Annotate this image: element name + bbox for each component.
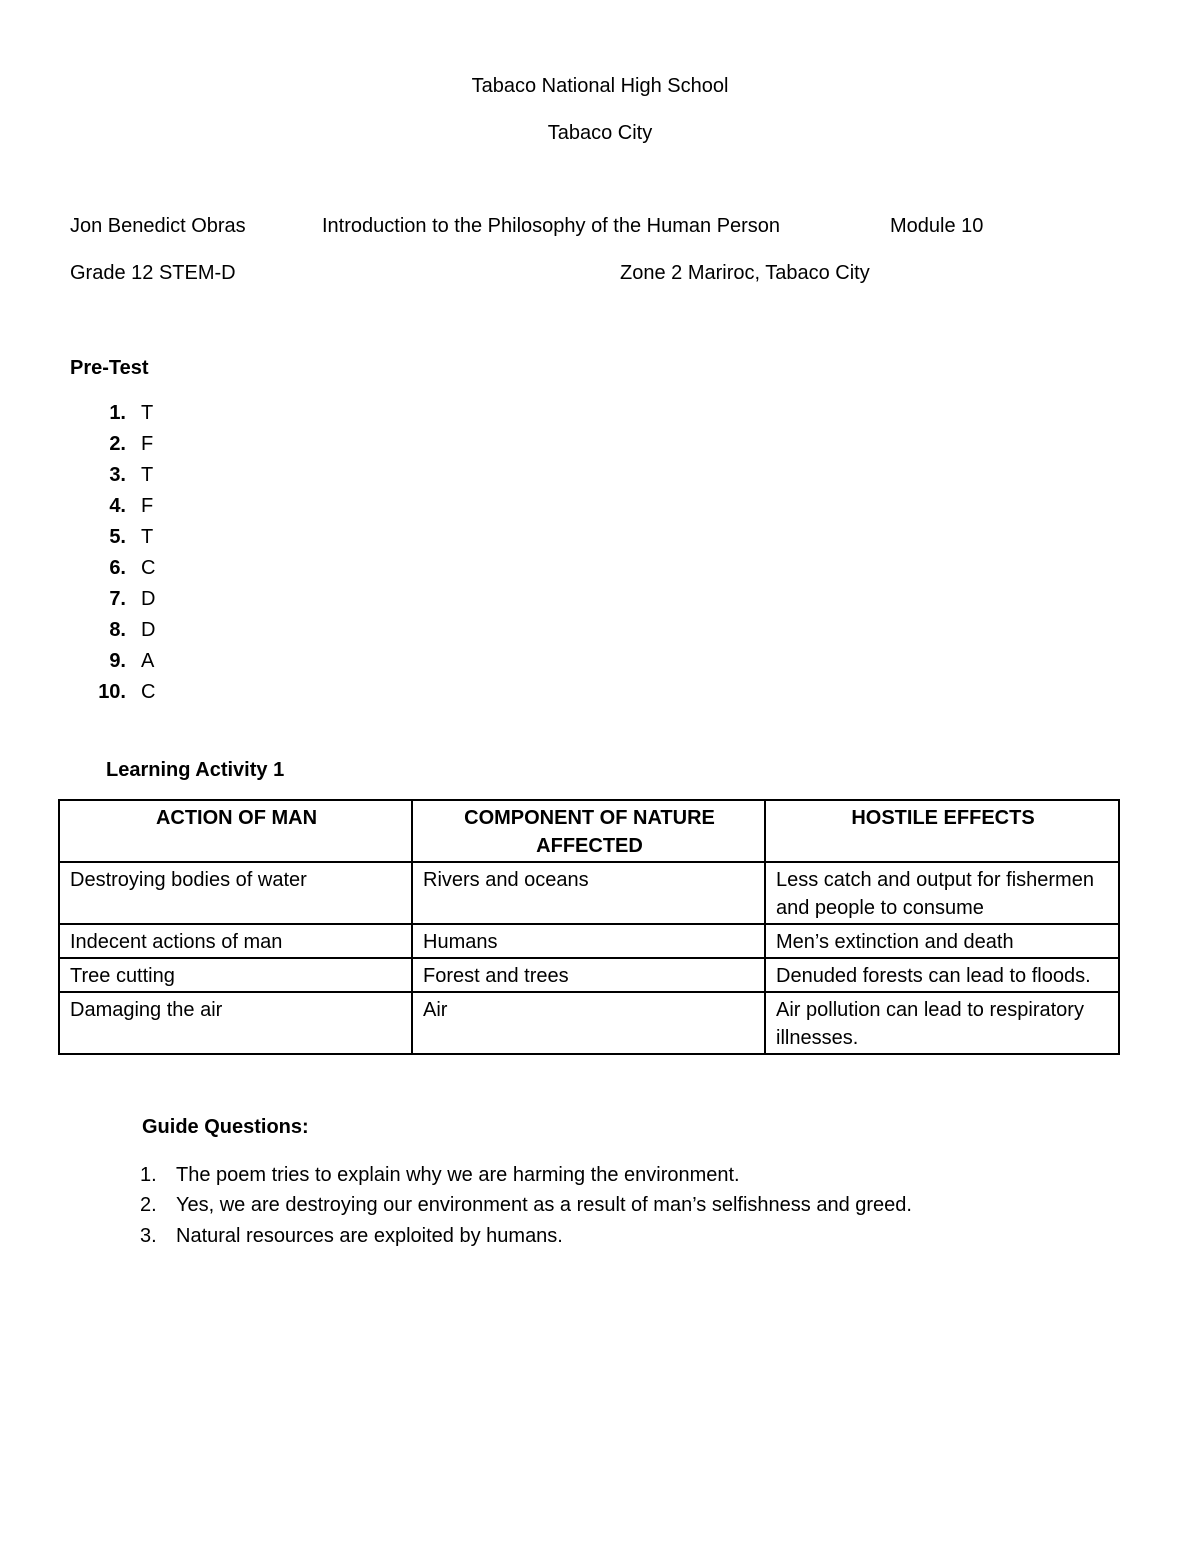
item-answer: D <box>141 619 156 641</box>
table-cell: Humans <box>412 924 765 958</box>
item-number: 6. <box>109 557 126 579</box>
table-cell: Air <box>412 992 765 1054</box>
column-header: HOSTILE EFFECTS <box>765 800 1119 862</box>
school-city: Tabaco City <box>547 122 653 144</box>
item-answer: T <box>141 464 154 486</box>
table-header-row <box>59 800 1119 862</box>
activity-heading: Learning Activity 1 <box>106 759 285 781</box>
table-cell: Destroying bodies of water <box>59 862 412 924</box>
student-address: Zone 2 Mariroc, Tabaco City <box>620 262 870 284</box>
table-row <box>59 958 1119 992</box>
column-header: COMPONENT OF NATURE AFFECTED <box>412 800 765 862</box>
school-name: Tabaco National High School <box>471 75 729 97</box>
table-row <box>59 862 1119 924</box>
table-cell: Air pollution can lead to respiratory illnesses. <box>765 992 1119 1054</box>
item-answer: C <box>141 681 156 703</box>
guide-heading: Guide Questions: <box>142 1116 309 1138</box>
item-number: 1. <box>140 1164 157 1186</box>
table-row <box>59 924 1119 958</box>
item-answer: A <box>141 650 155 672</box>
item-answer: T <box>141 526 154 548</box>
item-answer: F <box>141 433 154 455</box>
item-number: 3. <box>109 464 126 486</box>
table-cell: Rivers and oceans <box>412 862 765 924</box>
item-number: 2. <box>140 1194 157 1216</box>
item-number: 2. <box>109 433 126 455</box>
item-text: The poem tries to explain why we are harming the environment. <box>176 1164 740 1186</box>
student-name: Jon Benedict Obras <box>70 215 246 237</box>
table-cell: Men’s extinction and death <box>765 924 1119 958</box>
table-cell: Denuded forests can lead to floods. <box>765 958 1119 992</box>
item-answer: C <box>141 557 156 579</box>
item-number: 7. <box>109 588 126 610</box>
pretest-heading: Pre-Test <box>70 357 149 379</box>
module-label: Module 10 <box>890 215 984 237</box>
item-number: 4. <box>109 495 126 517</box>
table-cell: Indecent actions of man <box>59 924 412 958</box>
table-cell: Forest and trees <box>412 958 765 992</box>
column-header: ACTION OF MAN <box>59 800 412 862</box>
item-number: 3. <box>140 1225 157 1247</box>
activity-table <box>58 799 1120 1055</box>
item-answer: T <box>141 402 154 424</box>
item-number: 10. <box>98 681 126 703</box>
grade-section: Grade 12 STEM-D <box>70 262 236 284</box>
table-cell: Tree cutting <box>59 958 412 992</box>
table-cell: Less catch and output for fishermen and people to consume <box>765 862 1119 924</box>
item-text: Natural resources are exploited by humans. <box>176 1225 563 1247</box>
table-cell: Damaging the air <box>59 992 412 1054</box>
subject-title: Introduction to the Philosophy of the Human Person <box>322 215 781 237</box>
item-number: 8. <box>109 619 126 641</box>
item-text: Yes, we are destroying our environment as a result of man’s selfishness and greed. <box>176 1194 912 1216</box>
item-number: 5. <box>109 526 126 548</box>
item-number: 1. <box>109 402 126 424</box>
item-number: 9. <box>109 650 126 672</box>
item-answer: F <box>141 495 154 517</box>
item-answer: D <box>141 588 156 610</box>
table-row <box>59 992 1119 1054</box>
